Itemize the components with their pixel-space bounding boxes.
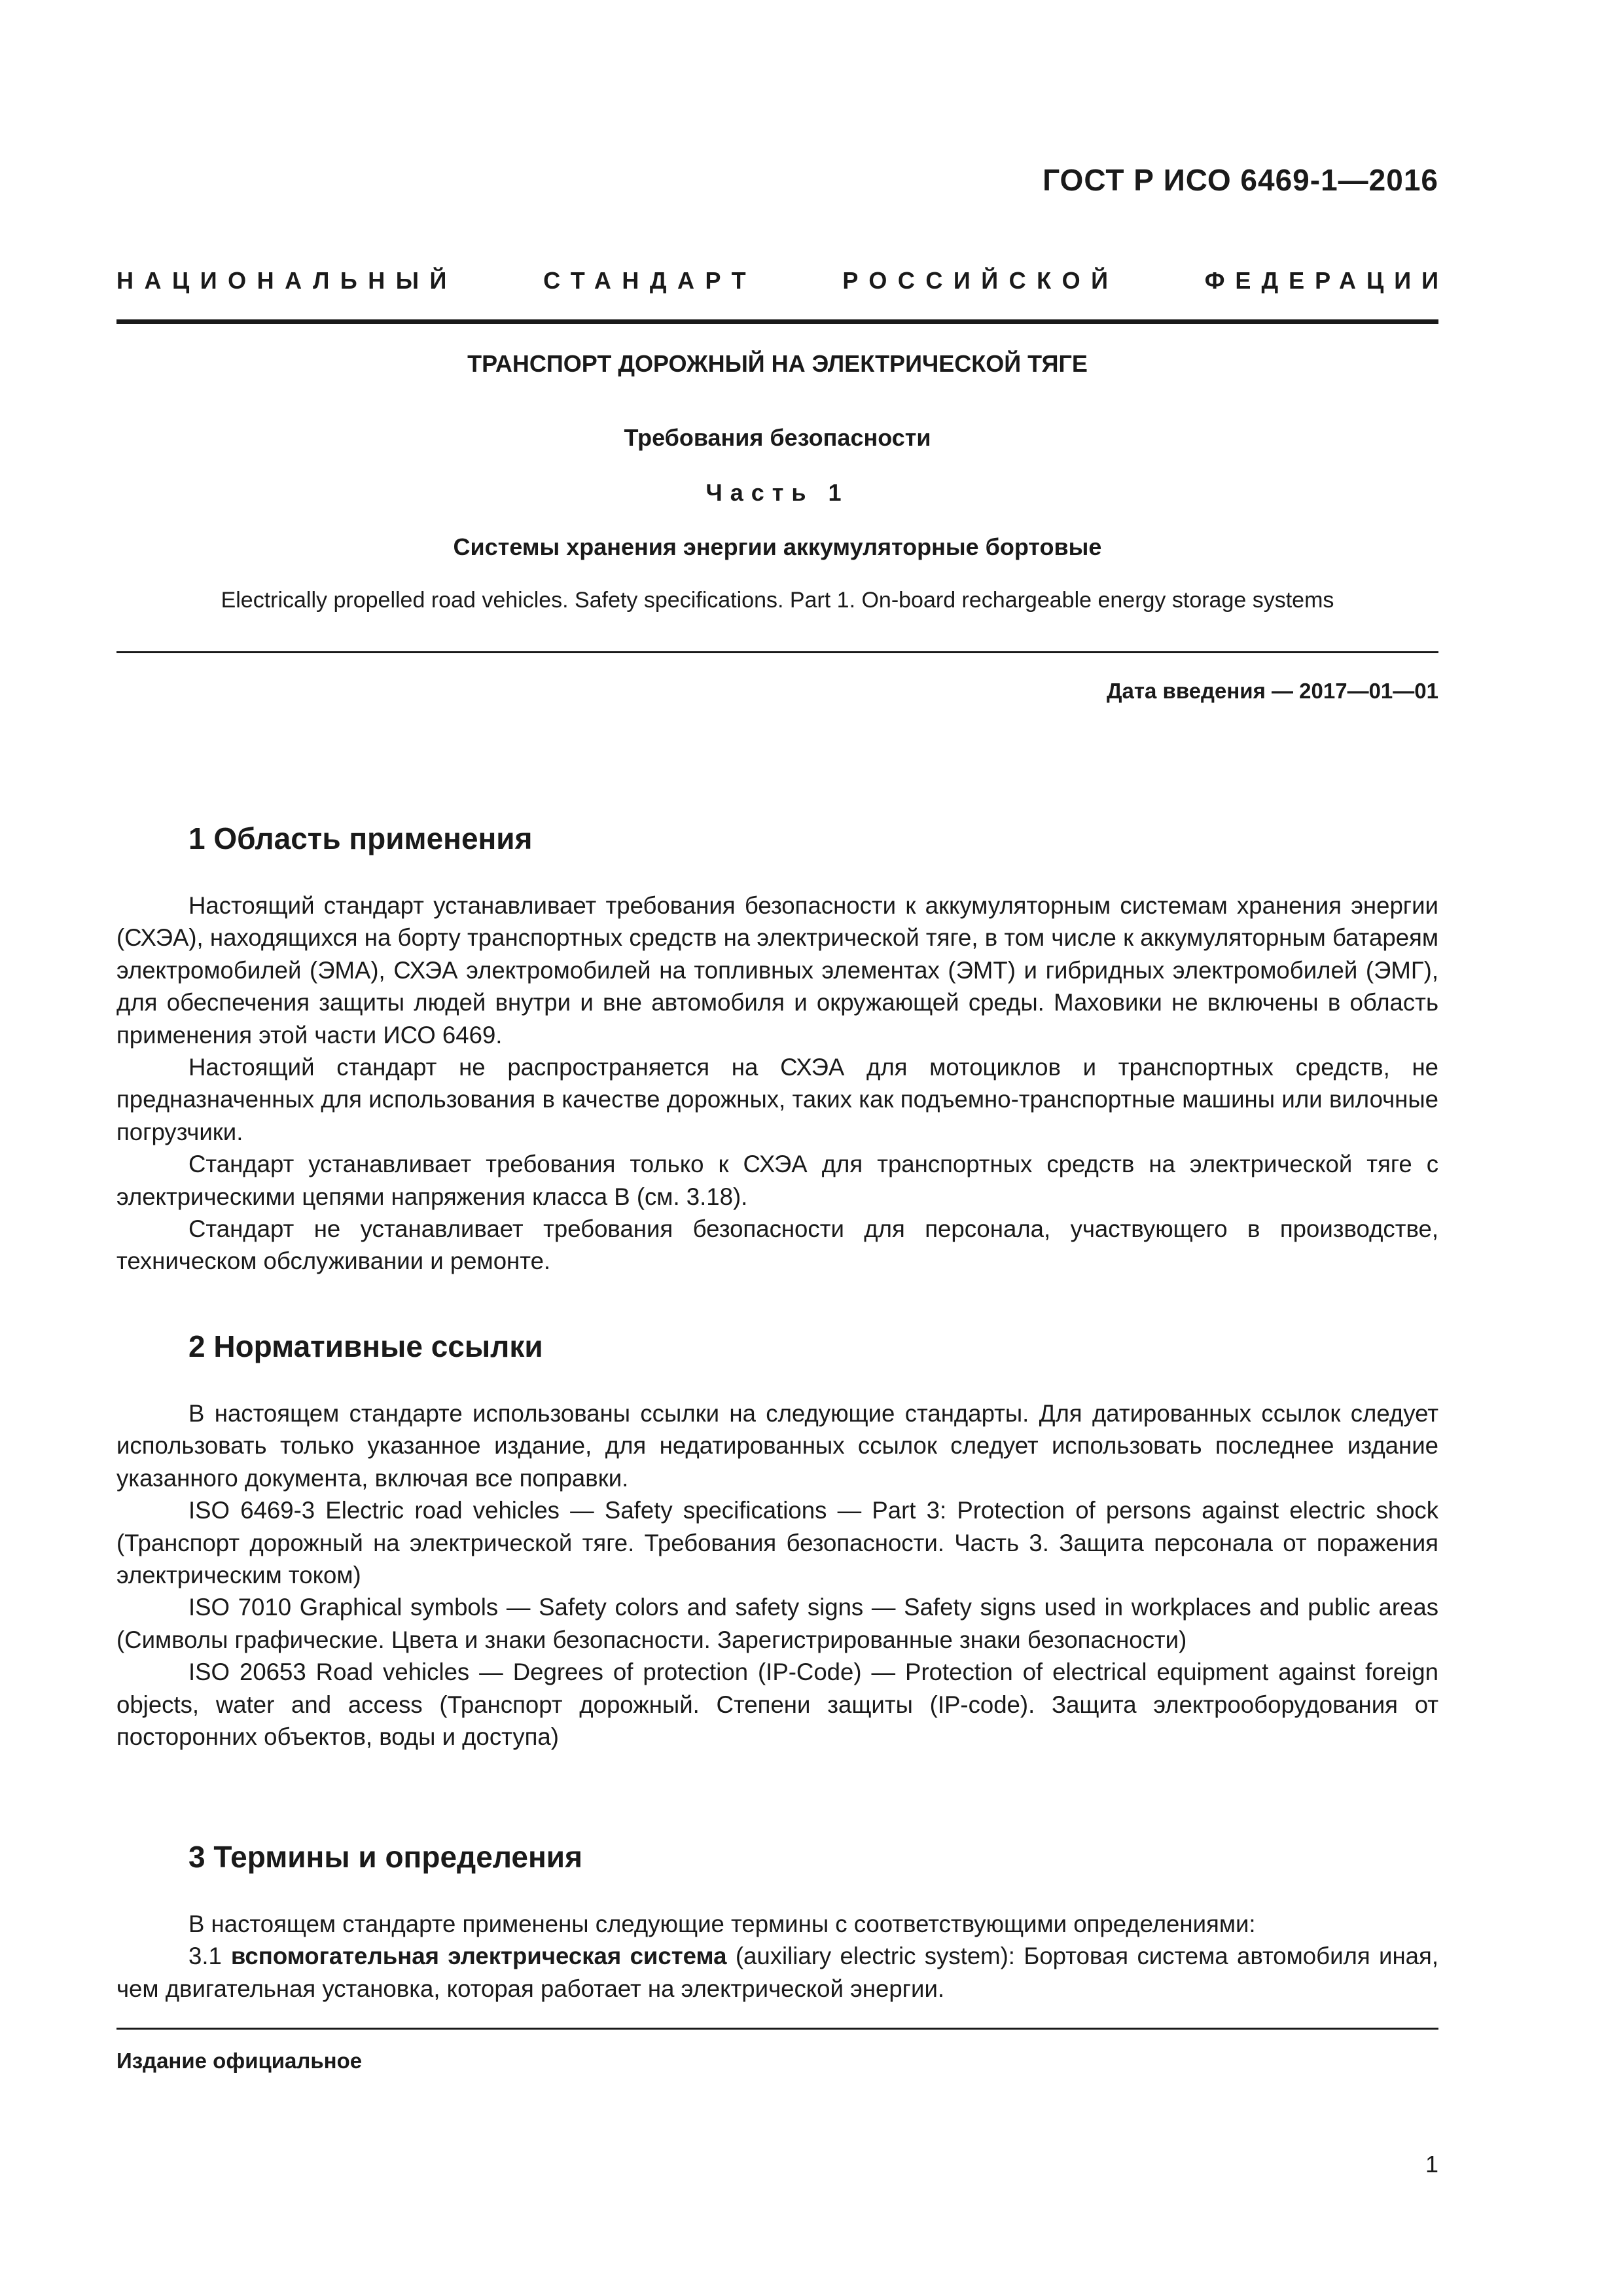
national-title-word: ФЕДЕРАЦИИ bbox=[1204, 267, 1449, 294]
national-standard-title bbox=[116, 267, 1449, 295]
reference-item: ISO 6469-3 Electric road vehicles — Safety specifications — Part 3: Protection of persons against electric shock (Транспорт дорожный на электрической тяге. Требования безопасности. Часть 3. Защита персонала от поражения электрическим током) bbox=[116, 1497, 1438, 1589]
document-subtitle: Требования безопасности bbox=[624, 424, 931, 451]
document-code: ГОСТ Р ИСО 6469-1—2016 bbox=[1043, 163, 1438, 197]
header-divider bbox=[116, 319, 1438, 324]
page-number: 1 bbox=[1425, 2151, 1438, 2178]
section-body-normative-references bbox=[116, 1397, 1438, 1753]
section-heading-terms: 3 Термины и определения bbox=[188, 1840, 582, 1874]
reference-item: ISO 20653 Road vehicles — Degrees of protection (IP-Code) — Protection of electrical equipment against foreign objects, water and access (Транспорт дорожный. Степени защиты (IP-code). Защита электрооборудования от посторонних объектов, воды и доступа) bbox=[116, 1659, 1438, 1751]
national-title-word: НАЦИОНАЛЬНЫЙ bbox=[116, 267, 457, 294]
term-definition-text: (auxiliary electric system): Бортовая система автомобиля иная, чем двигательная установка, которая работает на электрической энергии. bbox=[116, 1943, 1438, 2002]
term-definition bbox=[116, 1940, 1438, 2005]
paragraph: Стандарт не устанавливает требования безопасности для персонала, участвующего в производстве, техническом обслуживании и ремонте. bbox=[116, 1215, 1438, 1275]
english-title: Electrically propelled road vehicles. Safety specifications. Part 1. On-board rechargeable energy storage systems bbox=[221, 588, 1334, 613]
title-divider bbox=[116, 651, 1438, 653]
document-system-title: Системы хранения энергии аккумуляторные бортовые bbox=[453, 533, 1102, 560]
document-title: ТРАНСПОРТ ДОРОЖНЫЙ НА ЭЛЕКТРИЧЕСКОЙ ТЯГЕ bbox=[467, 350, 1088, 377]
introduction-date: Дата введения — 2017—01—01 bbox=[1107, 679, 1438, 703]
section-body-scope bbox=[116, 889, 1438, 1278]
national-title-word: СТАНДАРТ bbox=[543, 267, 757, 294]
paragraph: Настоящий стандарт не распространяется на СХЭА для мотоциклов и транспортных средств, не предназначенных для использования в качестве дорожных, таких как подъемно-транспортные машины или вилочные погрузчики. bbox=[116, 1054, 1438, 1145]
document-part: Часть 1 bbox=[705, 479, 849, 506]
official-edition-label: Издание официальное bbox=[116, 2049, 363, 2073]
paragraph: В настоящем стандарте использованы ссылки на следующие стандарты. Для датированных ссылок следует использовать только указанное издание, для недатированных ссылок следует использовать последнее издание указанного документа, включая все поправки. bbox=[116, 1400, 1438, 1492]
national-title-word: РОССИЙСКОЙ bbox=[842, 267, 1119, 294]
section-body-terms bbox=[116, 1908, 1438, 2005]
section-heading-normative-references: 2 Нормативные ссылки bbox=[188, 1329, 543, 1363]
paragraph: Настоящий стандарт устанавливает требования безопасности к аккумуляторным системам хранения энергии (СХЭА), находящихся на борту транспортных средств на электрической тяге, в том числе к аккумуляторным батареям электромобилей (ЭМА), СХЭА электромобилей на топливных элементах (ЭМТ) и гибридных электромобилей (ЭМГ), для обеспечения защиты людей внутри и вне автомобиля и окружающей среды. Маховики не включены в область применения этой части ИСО 6469. bbox=[116, 892, 1438, 1049]
term-name: вспомогательная электрическая система bbox=[230, 1943, 727, 1970]
reference-item: ISO 7010 Graphical symbols — Safety colors and safety signs — Safety signs used in workplaces and public areas (Символы графические. Цвета и знаки безопасности. Зарегистрированные знаки безопасности) bbox=[116, 1594, 1438, 1653]
term-number: 3.1 bbox=[188, 1943, 222, 1970]
document-page bbox=[116, 0, 1449, 2296]
paragraph: Стандарт устанавливает требования только к СХЭА для транспортных средств на электрической тяге с электрическими цепями напряжения класса В (см. 3.18). bbox=[116, 1151, 1438, 1210]
paragraph: В настоящем стандарте применены следующие термины с соответствующими определениями: bbox=[188, 1910, 1256, 1937]
section-heading-scope: 1 Область применения bbox=[188, 821, 533, 855]
footer-divider bbox=[116, 2028, 1438, 2030]
